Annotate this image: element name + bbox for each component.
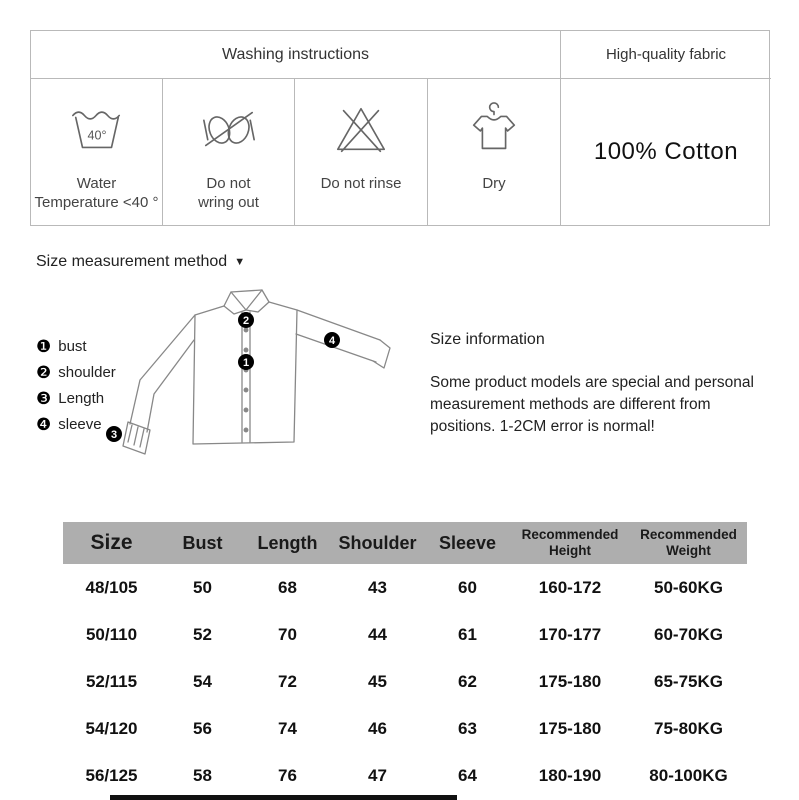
column-header-length: Length <box>257 532 318 553</box>
table-cell: 50/110 <box>85 624 138 644</box>
table-cell: 70 <box>278 624 297 644</box>
legend-number-4: ❹ <box>36 414 52 434</box>
legend-label-bust: bust <box>58 337 87 355</box>
size-measurement-title[interactable] <box>36 253 245 271</box>
table-cell: 46 <box>368 718 387 738</box>
table-cell: 54/120 <box>85 718 138 738</box>
no-rinse-cell <box>295 79 428 225</box>
no-wring-icon <box>200 101 258 159</box>
dry-icon <box>465 101 523 159</box>
table-cell: 72 <box>278 671 297 691</box>
legend-label-length: Length <box>58 389 105 407</box>
column-header-rec-height: Recommended Height <box>521 527 619 558</box>
column-header-rec-weight: Recommended Weight <box>640 527 737 558</box>
dry-label <box>482 175 505 194</box>
wash-temp-label-line2: Temperature <40 ° <box>34 193 159 211</box>
washing-instructions-table <box>30 30 770 226</box>
table-cell: 56/125 <box>85 765 138 785</box>
table-cell: 75-80KG <box>654 718 723 738</box>
table-cell: 60-70KG <box>654 624 723 644</box>
table-cell: 50-60KG <box>654 577 723 597</box>
table-cell: 60 <box>458 577 477 597</box>
table-cell: 50 <box>193 577 212 597</box>
wash-temp-cell <box>31 79 163 225</box>
table-cell: 180-190 <box>538 765 602 785</box>
size-measurement-title-text: Size measurement method <box>36 253 228 270</box>
table-cell: 76 <box>278 765 297 785</box>
table-cell: 175-180 <box>538 718 602 738</box>
no-wring-label <box>198 175 259 213</box>
table-cell: 62 <box>458 671 477 691</box>
table-cell: 64 <box>458 765 477 785</box>
dry-label-line1: Dry <box>482 175 506 192</box>
table-row <box>63 564 747 611</box>
no-rinse-label-line1: Do not rinse <box>320 175 402 192</box>
size-information-text: Some product models are special and personal measurement methods are different from positions. 1-2CM error is normal! <box>430 374 754 435</box>
wash-temp-label-line1: Water <box>76 175 117 192</box>
fabric-value: 100% Cotton <box>593 138 739 165</box>
table-cell: 54 <box>193 671 212 691</box>
legend-label-shoulder: shoulder <box>58 363 116 381</box>
table-cell: 80-100KG <box>649 765 728 785</box>
table-cell: 58 <box>193 765 212 785</box>
legend-label-sleeve: sleeve <box>58 415 102 433</box>
legend-number-3: ❸ <box>36 388 52 408</box>
table-cell: 45 <box>368 671 387 691</box>
column-header-size: Size <box>90 531 133 554</box>
table-cell: 52 <box>193 624 212 644</box>
legend-number-2: ❷ <box>36 362 52 382</box>
table-row <box>63 752 747 799</box>
table-cell: 48/105 <box>85 577 138 597</box>
legend-number-1: ❶ <box>36 336 52 356</box>
table-cell: 74 <box>278 718 297 738</box>
shirt-diagram-wrap <box>92 282 407 487</box>
dry-cell <box>428 79 561 225</box>
table-cell: 43 <box>368 577 387 597</box>
column-header-sleeve: Sleeve <box>438 532 497 553</box>
column-header-shoulder: Shoulder <box>338 532 417 553</box>
table-row <box>63 705 747 752</box>
table-cell: 175-180 <box>538 671 602 691</box>
table-cell: 63 <box>458 718 477 738</box>
size-table-header-row <box>63 522 747 564</box>
wash-temp-label <box>35 175 159 213</box>
table-cell: 170-177 <box>538 624 602 644</box>
no-rinse-label <box>321 175 402 194</box>
table-cell: 47 <box>368 765 387 785</box>
shirt-marker-4: 4 <box>328 335 336 347</box>
shirt-marker-2: 2 <box>242 315 250 327</box>
fabric-header: High-quality fabric <box>561 31 771 79</box>
shirt-marker-1: 1 <box>242 357 250 369</box>
size-table <box>63 522 747 799</box>
table-cell: 65-75KG <box>654 671 723 691</box>
no-wring-cell <box>163 79 295 225</box>
no-rinse-icon <box>332 101 390 159</box>
shirt-marker-3: 3 <box>110 429 118 441</box>
decorative-bar <box>110 795 457 800</box>
wash-tub-40-icon <box>68 101 126 159</box>
no-wring-label-line1: Do not <box>206 175 251 192</box>
column-header-bust: Bust <box>182 532 223 553</box>
table-cell: 160-172 <box>538 577 602 597</box>
size-information-title: Size information <box>430 331 545 348</box>
table-row <box>63 611 747 658</box>
wash-temp-value: 40° <box>87 128 106 143</box>
table-cell: 68 <box>278 577 297 597</box>
chevron-down-icon: ▼ <box>234 256 246 268</box>
washing-instructions-header: Washing instructions <box>31 31 561 79</box>
shirt-diagram <box>92 282 407 482</box>
table-cell: 44 <box>368 624 387 644</box>
table-cell: 52/115 <box>85 671 138 691</box>
table-row <box>63 658 747 705</box>
no-wring-label-line2: wring out <box>198 193 259 211</box>
table-cell: 56 <box>193 718 212 738</box>
table-cell: 61 <box>458 624 477 644</box>
